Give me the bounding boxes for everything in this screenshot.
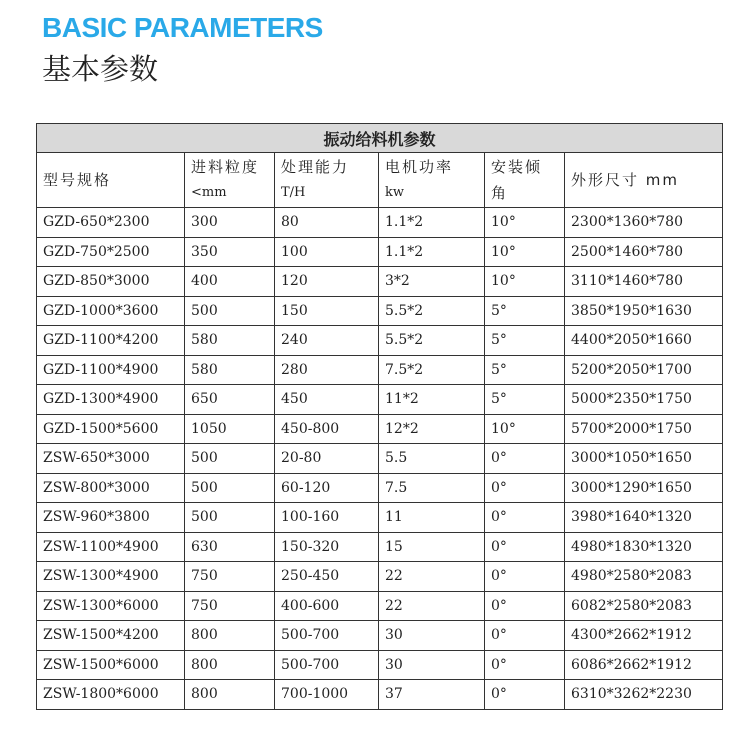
cell-motor-power: 5.5*2: [379, 326, 485, 356]
section-title-en: BASIC PARAMETERS: [42, 12, 323, 43]
header-feed-size: 进料粒度 <mm: [185, 153, 275, 208]
cell-motor-power: 7.5: [379, 473, 485, 503]
table-row: [37, 267, 723, 297]
cell-dimensions: 2500*1460*780: [565, 237, 723, 267]
cell-capacity: 500-700: [275, 621, 379, 651]
cell-feed-size: 1050: [185, 414, 275, 444]
cell-motor-power: 22: [379, 591, 485, 621]
cell-motor-power: 30: [379, 650, 485, 680]
cell-model: ZSW-1800*6000: [37, 680, 185, 710]
table-row: [37, 650, 723, 680]
cell-model: GZD-1300*4900: [37, 385, 185, 415]
table-row: [37, 237, 723, 267]
cell-install-angle: 0°: [485, 473, 565, 503]
cell-dimensions: 5700*2000*1750: [565, 414, 723, 444]
cell-model: GZD-650*2300: [37, 208, 185, 238]
cell-dimensions: 3000*1290*1650: [565, 473, 723, 503]
cell-dimensions: 4980*2580*2083: [565, 562, 723, 592]
cell-dimensions: 6082*2580*2083: [565, 591, 723, 621]
cell-model: GZD-1100*4900: [37, 355, 185, 385]
cell-install-angle: 10°: [485, 414, 565, 444]
cell-dimensions: 4400*2050*1660: [565, 326, 723, 356]
cell-install-angle: 10°: [485, 237, 565, 267]
cell-install-angle: 0°: [485, 532, 565, 562]
cell-capacity: 100: [275, 237, 379, 267]
cell-install-angle: 0°: [485, 650, 565, 680]
table-title-row: [37, 124, 723, 153]
cell-model: ZSW-960*3800: [37, 503, 185, 533]
table-header-row: [37, 153, 723, 208]
cell-feed-size: 650: [185, 385, 275, 415]
cell-dimensions: 3980*1640*1320: [565, 503, 723, 533]
cell-dimensions: 6310*3262*2230: [565, 680, 723, 710]
cell-dimensions: 3000*1050*1650: [565, 444, 723, 474]
cell-motor-power: 1.1*2: [379, 237, 485, 267]
cell-capacity: 450-800: [275, 414, 379, 444]
header-capacity: 处理能力 T/H: [275, 153, 379, 208]
cell-dimensions: 6086*2662*1912: [565, 650, 723, 680]
cell-capacity: 80: [275, 208, 379, 238]
cell-feed-size: 630: [185, 532, 275, 562]
table-row: [37, 562, 723, 592]
table-row: [37, 621, 723, 651]
cell-capacity: 150: [275, 296, 379, 326]
cell-dimensions: 3850*1950*1630: [565, 296, 723, 326]
table-row: [37, 591, 723, 621]
cell-feed-size: 400: [185, 267, 275, 297]
cell-motor-power: 5.5: [379, 444, 485, 474]
cell-capacity: 700-1000: [275, 680, 379, 710]
table-row: [37, 326, 723, 356]
cell-capacity: 450: [275, 385, 379, 415]
table-row: [37, 532, 723, 562]
cell-feed-size: 800: [185, 621, 275, 651]
cell-feed-size: 800: [185, 680, 275, 710]
table-row: [37, 680, 723, 710]
cell-capacity: 240: [275, 326, 379, 356]
cell-install-angle: 0°: [485, 562, 565, 592]
cell-install-angle: 0°: [485, 591, 565, 621]
cell-model: ZSW-1500*6000: [37, 650, 185, 680]
cell-motor-power: 12*2: [379, 414, 485, 444]
cell-motor-power: 37: [379, 680, 485, 710]
table-row: [37, 503, 723, 533]
cell-feed-size: 580: [185, 326, 275, 356]
cell-dimensions: 2300*1360*780: [565, 208, 723, 238]
cell-motor-power: 15: [379, 532, 485, 562]
cell-feed-size: 750: [185, 562, 275, 592]
cell-capacity: 150-320: [275, 532, 379, 562]
section-title-cn: 基本参数: [42, 52, 159, 86]
cell-model: GZD-1100*4200: [37, 326, 185, 356]
cell-model: ZSW-1300*4900: [37, 562, 185, 592]
cell-model: GZD-750*2500: [37, 237, 185, 267]
cell-feed-size: 350: [185, 237, 275, 267]
cell-motor-power: 22: [379, 562, 485, 592]
cell-capacity: 500-700: [275, 650, 379, 680]
header-motor-power: 电机功率 kw: [379, 153, 485, 208]
cell-install-angle: 10°: [485, 267, 565, 297]
cell-dimensions: 3110*1460*780: [565, 267, 723, 297]
table-title: 振动给料机参数: [37, 124, 723, 153]
cell-motor-power: 1.1*2: [379, 208, 485, 238]
cell-feed-size: 500: [185, 296, 275, 326]
header-install-angle: 安装倾 角: [485, 153, 565, 208]
cell-dimensions: 4300*2662*1912: [565, 621, 723, 651]
cell-feed-size: 750: [185, 591, 275, 621]
cell-model: ZSW-650*3000: [37, 444, 185, 474]
cell-install-angle: 5°: [485, 296, 565, 326]
cell-capacity: 60-120: [275, 473, 379, 503]
cell-capacity: 100-160: [275, 503, 379, 533]
cell-capacity: 120: [275, 267, 379, 297]
cell-motor-power: 11: [379, 503, 485, 533]
cell-dimensions: 5000*2350*1750: [565, 385, 723, 415]
cell-feed-size: 500: [185, 473, 275, 503]
cell-install-angle: 0°: [485, 621, 565, 651]
cell-motor-power: 11*2: [379, 385, 485, 415]
cell-capacity: 20-80: [275, 444, 379, 474]
cell-model: GZD-1000*3600: [37, 296, 185, 326]
cell-install-angle: 10°: [485, 208, 565, 238]
table-row: [37, 296, 723, 326]
cell-feed-size: 580: [185, 355, 275, 385]
table-row: [37, 355, 723, 385]
header-dimensions: 外形尺寸 mm: [565, 153, 723, 208]
cell-motor-power: 3*2: [379, 267, 485, 297]
cell-dimensions: 4980*1830*1320: [565, 532, 723, 562]
table-row: [37, 473, 723, 503]
cell-feed-size: 800: [185, 650, 275, 680]
cell-model: ZSW-800*3000: [37, 473, 185, 503]
cell-install-angle: 0°: [485, 503, 565, 533]
cell-feed-size: 300: [185, 208, 275, 238]
cell-model: ZSW-1100*4900: [37, 532, 185, 562]
table-row: [37, 414, 723, 444]
cell-capacity: 280: [275, 355, 379, 385]
cell-feed-size: 500: [185, 503, 275, 533]
cell-install-angle: 0°: [485, 444, 565, 474]
cell-model: GZD-1500*5600: [37, 414, 185, 444]
cell-motor-power: 7.5*2: [379, 355, 485, 385]
cell-install-angle: 5°: [485, 385, 565, 415]
cell-motor-power: 5.5*2: [379, 296, 485, 326]
cell-model: GZD-850*3000: [37, 267, 185, 297]
cell-capacity: 250-450: [275, 562, 379, 592]
table-row: [37, 444, 723, 474]
cell-capacity: 400-600: [275, 591, 379, 621]
cell-model: ZSW-1300*6000: [37, 591, 185, 621]
cell-model: ZSW-1500*4200: [37, 621, 185, 651]
cell-install-angle: 5°: [485, 355, 565, 385]
cell-feed-size: 500: [185, 444, 275, 474]
table-row: [37, 208, 723, 238]
cell-dimensions: 5200*2050*1700: [565, 355, 723, 385]
parameters-table: [36, 123, 723, 710]
cell-motor-power: 30: [379, 621, 485, 651]
cell-install-angle: 5°: [485, 326, 565, 356]
header-model: 型号规格: [37, 153, 185, 208]
cell-install-angle: 0°: [485, 680, 565, 710]
table-row: [37, 385, 723, 415]
